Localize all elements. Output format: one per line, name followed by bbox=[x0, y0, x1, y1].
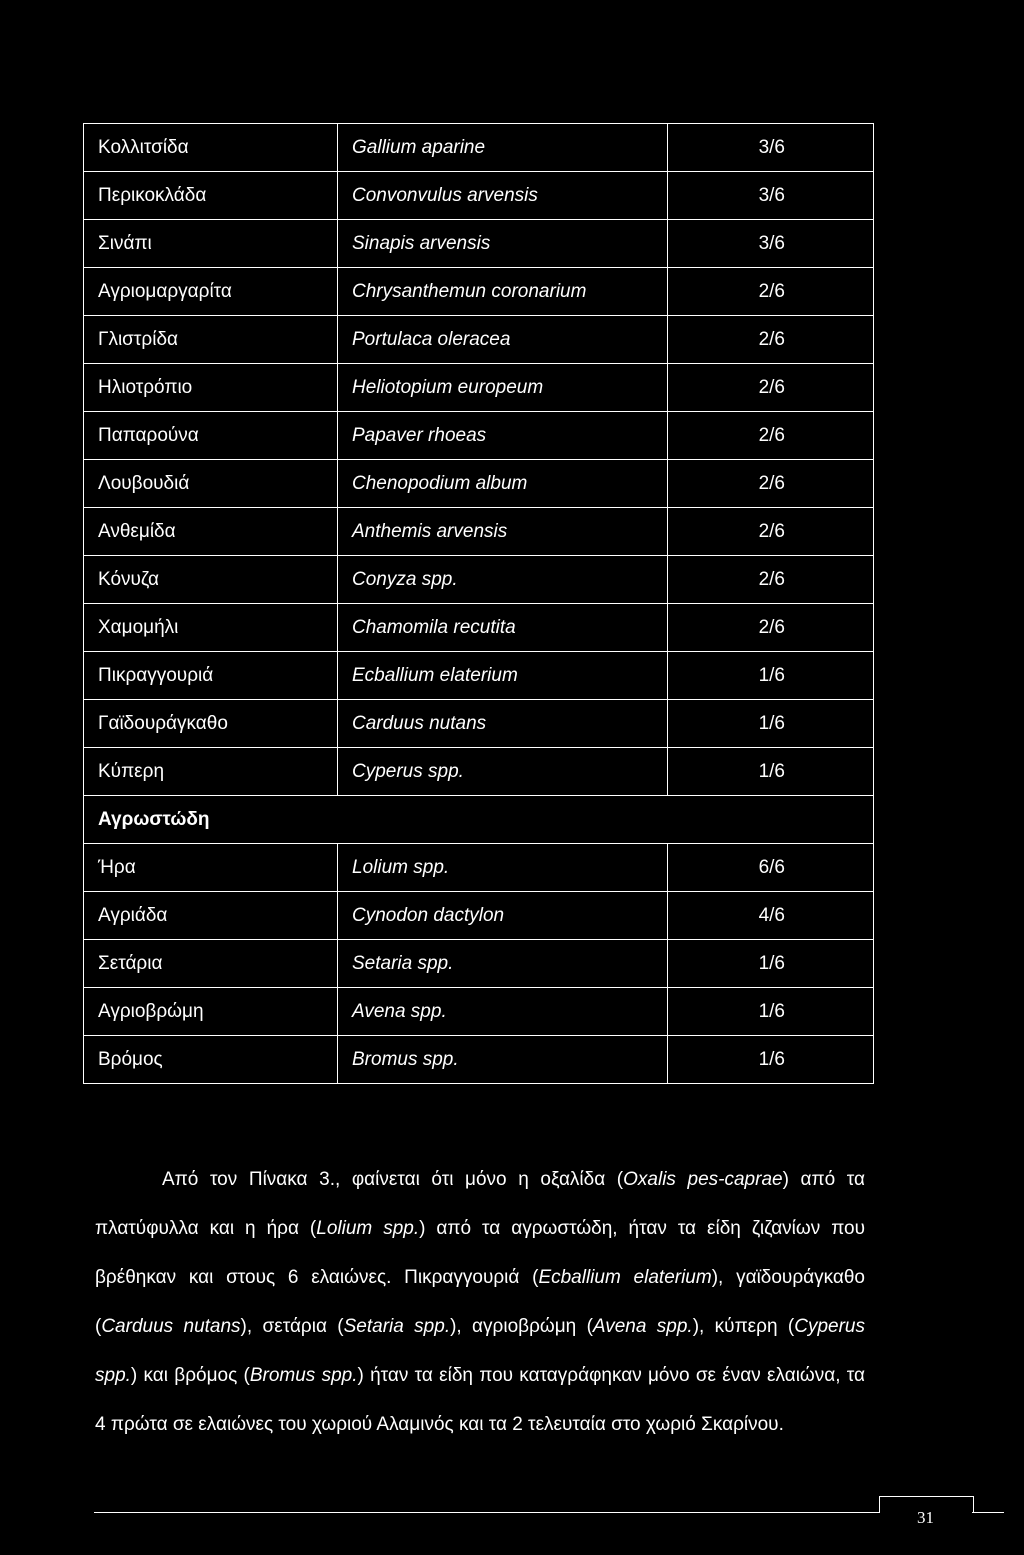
table-row bbox=[84, 700, 874, 748]
paragraph-text: ), σετάρια ( bbox=[240, 1316, 344, 1337]
common-name-cell: Παπαρούνα bbox=[84, 412, 338, 460]
broadleaf-rows bbox=[84, 124, 874, 796]
latin-name-cell: Convonvulus arvensis bbox=[338, 172, 668, 220]
frequency-cell: 2/6 bbox=[668, 556, 874, 604]
table-row bbox=[84, 316, 874, 364]
frequency-cell: 2/6 bbox=[668, 412, 874, 460]
section-row bbox=[84, 796, 874, 844]
table-row bbox=[84, 604, 874, 652]
common-name-cell: Ήρα bbox=[84, 844, 338, 892]
table-row bbox=[84, 364, 874, 412]
common-name-cell: Αγριοβρώμη bbox=[84, 988, 338, 1036]
common-name-cell: Γαϊδουράγκαθο bbox=[84, 700, 338, 748]
frequency-cell: 3/6 bbox=[668, 172, 874, 220]
common-name-cell: Σετάρια bbox=[84, 940, 338, 988]
paragraph-text: ), κύπερη ( bbox=[692, 1316, 795, 1337]
table-row bbox=[84, 124, 874, 172]
frequency-cell: 2/6 bbox=[668, 508, 874, 556]
common-name-cell: Ανθεμίδα bbox=[84, 508, 338, 556]
footer-rule bbox=[94, 1512, 879, 1513]
table-row bbox=[84, 748, 874, 796]
table-row bbox=[84, 460, 874, 508]
common-name-cell: Αγριομαργαρίτα bbox=[84, 268, 338, 316]
latin-name-cell: Chenopodium album bbox=[338, 460, 668, 508]
frequency-cell: 6/6 bbox=[668, 844, 874, 892]
latin-name: Ecballium elaterium bbox=[538, 1267, 712, 1288]
latin-name-cell: Setaria spp. bbox=[338, 940, 668, 988]
latin-name: Lolium spp. bbox=[316, 1218, 420, 1239]
latin-name-cell: Ecballium elaterium bbox=[338, 652, 668, 700]
common-name-cell: Κύπερη bbox=[84, 748, 338, 796]
paragraph-text: ) και βρόμος ( bbox=[130, 1365, 250, 1386]
latin-name: Bromus spp. bbox=[249, 1365, 358, 1386]
latin-name: Avena spp. bbox=[592, 1316, 693, 1337]
paragraph-text: ), γαϊδουράγκαθο ( bbox=[95, 1267, 866, 1337]
frequency-cell: 2/6 bbox=[668, 604, 874, 652]
frequency-cell: 3/6 bbox=[668, 124, 874, 172]
latin-name-cell: Anthemis arvensis bbox=[338, 508, 668, 556]
table-row bbox=[84, 892, 874, 940]
latin-name: Carduus nutans bbox=[101, 1316, 241, 1337]
page-number: 31 bbox=[917, 1508, 934, 1527]
frequency-cell: 1/6 bbox=[668, 988, 874, 1036]
latin-name-cell: Bromus spp. bbox=[338, 1036, 668, 1084]
frequency-cell: 1/6 bbox=[668, 652, 874, 700]
latin-name-cell: Gallium aparine bbox=[338, 124, 668, 172]
common-name-cell: Σινάπι bbox=[84, 220, 338, 268]
frequency-cell: 1/6 bbox=[668, 940, 874, 988]
frequency-cell: 1/6 bbox=[668, 1036, 874, 1084]
latin-name-cell: Cyperus spp. bbox=[338, 748, 668, 796]
common-name-cell: Αγριάδα bbox=[84, 892, 338, 940]
table-row bbox=[84, 412, 874, 460]
common-name-cell: Περικοκλάδα bbox=[84, 172, 338, 220]
table-row bbox=[84, 844, 874, 892]
latin-name-cell: Chamomila recutita bbox=[338, 604, 668, 652]
common-name-cell: Λουβουδιά bbox=[84, 460, 338, 508]
paragraph-text: ) από τα αγρωστώδη, ήταν τα είδη ζιζανίων που βρέθηκαν και στους 6 ελαιώνες. Πικραγγουριά ( bbox=[95, 1218, 866, 1288]
common-name-cell: Κολλιτσίδα bbox=[84, 124, 338, 172]
latin-name-cell: Portulaca oleracea bbox=[338, 316, 668, 364]
frequency-cell: 2/6 bbox=[668, 316, 874, 364]
paragraph-text: ) από τα πλατύφυλλα και η ήρα ( bbox=[95, 1169, 866, 1239]
latin-name: Cyperus spp. bbox=[95, 1316, 865, 1386]
latin-name-cell: Carduus nutans bbox=[338, 700, 668, 748]
table-row bbox=[84, 556, 874, 604]
frequency-cell: 3/6 bbox=[668, 220, 874, 268]
common-name-cell: Κόνυζα bbox=[84, 556, 338, 604]
frequency-cell: 1/6 bbox=[668, 748, 874, 796]
latin-name-cell: Lolium spp. bbox=[338, 844, 668, 892]
paragraph-text: ), αγριοβρώμη ( bbox=[450, 1316, 593, 1337]
grass-section-header bbox=[84, 796, 874, 844]
common-name-cell: Ηλιοτρόπιο bbox=[84, 364, 338, 412]
latin-name: Oxalis pes-caprae bbox=[623, 1169, 783, 1190]
table-row bbox=[84, 988, 874, 1036]
paragraph-text: ) ήταν τα είδη που καταγράφηκαν μόνο σε έναν ελαιώνα, τα 4 πρώτα σε ελαιώνες του χωριού Αλαμινός και τα 2 τελευταία στο χωριό Σκαρίνου. bbox=[95, 1365, 865, 1435]
latin-name-cell: Sinapis arvensis bbox=[338, 220, 668, 268]
common-name-cell: Πικραγγουριά bbox=[84, 652, 338, 700]
latin-name-cell: Papaver rhoeas bbox=[338, 412, 668, 460]
table-row bbox=[84, 1036, 874, 1084]
latin-name-cell: Chrysanthemun coronarium bbox=[338, 268, 668, 316]
section-heading-grasses: Αγρωστώδη bbox=[84, 796, 874, 844]
common-name-cell: Χαμομήλι bbox=[84, 604, 338, 652]
latin-name-cell: Avena spp. bbox=[338, 988, 668, 1036]
common-name-cell: Γλιστρίδα bbox=[84, 316, 338, 364]
latin-name-cell: Heliotopium europeum bbox=[338, 364, 668, 412]
latin-name-cell: Cynodon dactylon bbox=[338, 892, 668, 940]
frequency-cell: 4/6 bbox=[668, 892, 874, 940]
frequency-cell: 2/6 bbox=[668, 460, 874, 508]
table-row bbox=[84, 172, 874, 220]
frequency-cell: 2/6 bbox=[668, 364, 874, 412]
table-row bbox=[84, 268, 874, 316]
grass-rows bbox=[84, 844, 874, 1084]
common-name-cell: Βρόμος bbox=[84, 1036, 338, 1084]
frequency-cell: 2/6 bbox=[668, 268, 874, 316]
paragraph-text: Από τον Πίνακα 3., φαίνεται ότι μόνο η οξαλίδα ( bbox=[162, 1169, 624, 1190]
latin-name: Setaria spp. bbox=[343, 1316, 451, 1337]
table-row bbox=[84, 220, 874, 268]
results-paragraph bbox=[95, 1155, 865, 1449]
weed-species-table bbox=[83, 123, 874, 1084]
table-row bbox=[84, 652, 874, 700]
frequency-cell: 1/6 bbox=[668, 700, 874, 748]
table-row bbox=[84, 940, 874, 988]
latin-name-cell: Conyza spp. bbox=[338, 556, 668, 604]
table-row bbox=[84, 508, 874, 556]
footer-rule-right bbox=[972, 1512, 1004, 1513]
